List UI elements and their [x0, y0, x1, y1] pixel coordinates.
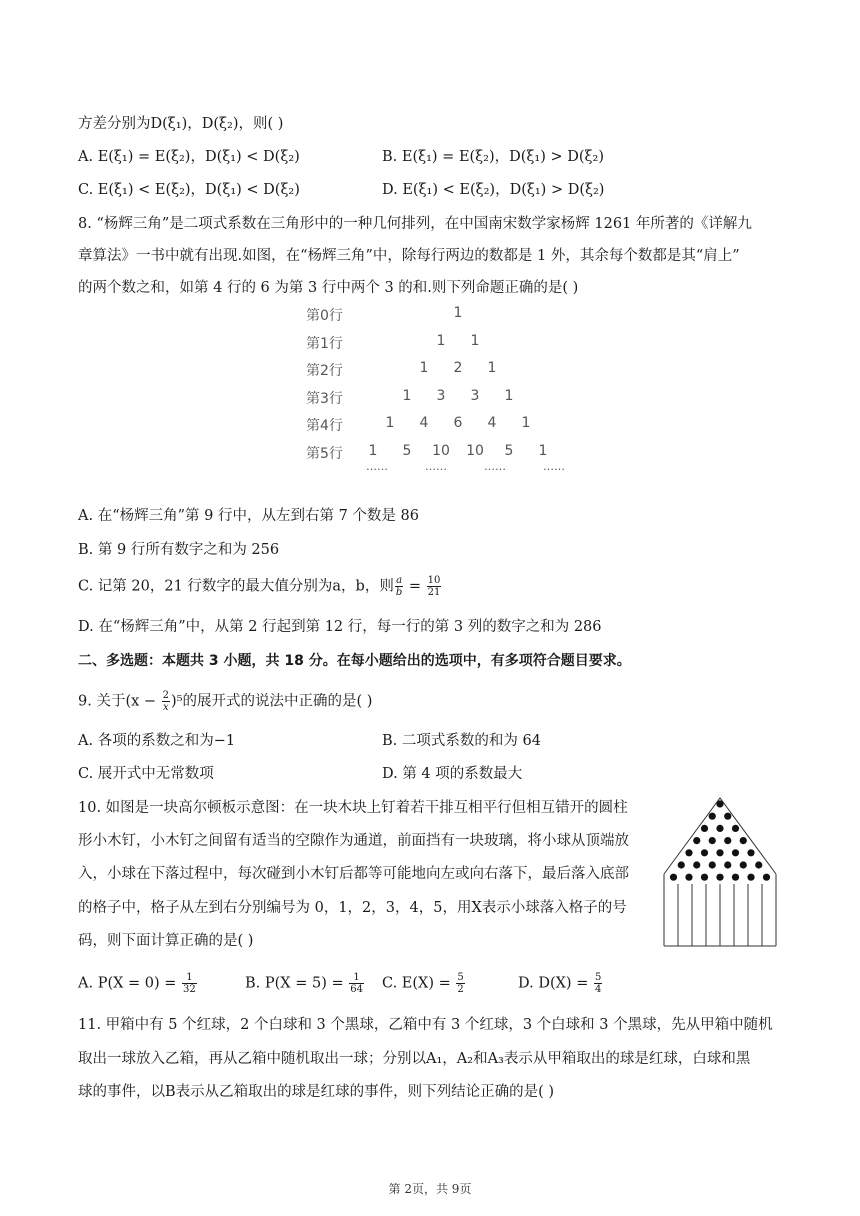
q8-option-a: A. 在“杨辉三角”第 9 行中，从左到右第 7 个数是 86: [78, 508, 419, 524]
galton-peg: [724, 861, 731, 868]
galton-peg: [685, 874, 692, 881]
galton-peg: [747, 849, 754, 856]
q8-fraction-a-over-b: [395, 575, 403, 598]
q10-line-2: 形小木钉，小木钉之间留有适当的空隙作为通道，前面挡有一块玻璃，将小球从顶端放: [78, 833, 629, 849]
q8-line-2: 章算法》一书中就有出现.如图，在“杨辉三角”中，除每行两边的数都是 1 外，其余每个数都是其“肩上”: [78, 248, 740, 264]
q10-option-c: [382, 972, 466, 995]
page-footer: 第 2页，共 9页: [388, 1182, 472, 1196]
yanghui-triangle-figure: [300, 300, 570, 480]
q8-fraction-10-over-21: [427, 575, 442, 598]
triangle-number: 6: [453, 415, 463, 431]
galton-board-figure: [660, 796, 784, 948]
galton-peg: [670, 874, 677, 881]
q11-line-3: 球的事件，以B表示从乙箱取出的球是红球的事件，则下列结论正确的是( ): [78, 1084, 555, 1100]
triangle-number: 10: [466, 442, 484, 459]
triangle-number: 1: [521, 415, 531, 431]
triangle-number: 1: [504, 387, 514, 404]
q9-option-c: C. 展开式中无常数项: [78, 766, 214, 782]
frac-den: b: [395, 587, 403, 598]
galton-peg: [763, 874, 770, 881]
galton-peg: [732, 825, 739, 832]
q7-option-d: D. E(ξ₁) < E(ξ₂)，D(ξ₁) > D(ξ₂): [382, 182, 605, 198]
frac-num: 1: [349, 972, 364, 984]
triangle-row-label: 第4行: [306, 418, 343, 434]
triangle-row-label: 第2行: [306, 363, 343, 379]
galton-peg: [716, 874, 723, 881]
triangle-number: 1: [402, 387, 412, 404]
galton-peg: [716, 849, 723, 856]
frac-num: 10: [427, 575, 441, 586]
triangle-number: 5: [402, 442, 412, 459]
galton-peg: [747, 874, 754, 881]
q10-option-d-fraction: [594, 972, 602, 995]
q8-line-1: 8. “杨辉三角”是二项式系数在三角形中的一种几何排列，在中国南宋数学家杨辉 1261 年所著的《详解九: [78, 216, 752, 232]
frac-num: 5: [457, 972, 464, 983]
frac-num: 5: [594, 972, 602, 983]
q10-option-b-text: B. P(X = 5) =: [245, 975, 349, 992]
triangle-number: 3: [470, 387, 480, 404]
triangle-ellipsis: ……: [425, 460, 447, 473]
q7-option-b: B. E(ξ₁) = E(ξ₂)，D(ξ₁) > D(ξ₂): [382, 149, 604, 165]
q10-line-1: 10. 如图是一块高尔顿板示意图：在一块木块上钉着若干排互相平行但相互错开的圆柱: [78, 800, 628, 816]
triangle-number: 3: [436, 387, 446, 404]
q9-option-a: A. 各项的系数之和为−1: [78, 733, 236, 749]
q10-option-a-text: A. P(X = 0) =: [78, 975, 182, 992]
galton-peg: [693, 837, 700, 844]
frac-den: 2: [457, 984, 464, 995]
section-2-heading: 二、多选题：本题共 3 小题，共 18 分。在每小题给出的选项中，有多项符合题目要求。: [78, 653, 631, 669]
q9-stem: [78, 690, 372, 713]
galton-peg: [693, 861, 700, 868]
galton-peg: [724, 813, 731, 820]
galton-peg: [724, 837, 731, 844]
q10-option-b-fraction: [349, 972, 364, 995]
galton-peg: [755, 861, 762, 868]
triangle-number: 4: [419, 415, 429, 431]
galton-peg: [732, 874, 739, 881]
galton-peg: [701, 849, 708, 856]
triangle-number: 1: [385, 415, 395, 431]
frac-num: 2: [162, 690, 170, 701]
q10-option-d: [518, 972, 603, 995]
q9-option-b: B. 二项式系数的和为 64: [382, 733, 541, 749]
frac-num: 1: [182, 972, 197, 984]
q8-option-c-text: C. 记第 20，21 行数字的最大值分别为a，b，则: [78, 578, 394, 595]
frac-num: a: [396, 575, 403, 586]
equals-sign: =: [404, 578, 426, 595]
galton-peg: [709, 837, 716, 844]
q9-fraction-2-over-x: [162, 690, 170, 713]
q8-line-3: 的两个数之和，如第 4 行的 6 为第 3 行中两个 3 的和.则下列命题正确的是( ): [78, 280, 579, 296]
q11-line-1: 11. 甲箱中有 5 个红球，2 个白球和 3 个黑球，乙箱中有 3 个红球，3 个白球和 3 个黑球，先从甲箱中随机: [78, 1017, 773, 1033]
q10-line-4: 的格子中，格子从左到右分别编号为 0，1，2，3，4，5，用X表示小球落入格子的号: [78, 900, 627, 916]
q10-option-b: [245, 972, 365, 995]
q7-option-c: C. E(ξ₁) < E(ξ₂)，D(ξ₁) < D(ξ₂): [78, 182, 300, 198]
q9-option-d: D. 第 4 项的系数最大: [382, 766, 523, 782]
triangle-ellipsis: ……: [484, 460, 506, 473]
triangle-number: 5: [504, 442, 514, 459]
q11-line-2: 取出一球放入乙箱，再从乙箱中随机取出一球；分别以A₁，A₂和A₃表示从甲箱取出的球是红球，白球和黑: [78, 1051, 751, 1067]
triangle-number: 10: [432, 442, 450, 459]
galton-peg: [678, 861, 685, 868]
triangle-ellipsis: ……: [543, 460, 565, 473]
triangle-number: 1: [436, 332, 446, 349]
galton-peg: [701, 825, 708, 832]
triangle-number: 1: [419, 360, 429, 376]
q9-stem-post: )⁵的展开式的说法中正确的是( ): [171, 693, 373, 710]
frac-den: 21: [427, 587, 441, 598]
q8-option-b: B. 第 9 行所有数字之和为 256: [78, 542, 280, 558]
frac-den: x: [163, 702, 169, 713]
triangle-ellipsis: ……: [366, 460, 388, 473]
q10-option-c-fraction: [456, 972, 464, 995]
q9-stem-pre: 9. 关于(x −: [78, 693, 161, 710]
galton-peg: [732, 849, 739, 856]
triangle-number: 1: [368, 442, 378, 459]
galton-peg: [709, 813, 716, 820]
triangle-number: 1: [538, 442, 548, 459]
q10-option-a: [78, 972, 198, 995]
triangle-row-label: 第3行: [306, 390, 343, 407]
triangle-row-label: 第5行: [306, 445, 343, 462]
frac-den: 64: [350, 984, 363, 995]
q10-option-c-text: C. E(X) =: [382, 975, 456, 992]
triangle-number: 2: [453, 360, 463, 376]
q7-stem: 方差分别为D(ξ₁)，D(ξ₂)，则( ): [78, 116, 284, 132]
q10-option-d-text: D. D(X) =: [518, 975, 593, 992]
triangle-number: 1: [487, 360, 497, 376]
triangle-number: 4: [487, 415, 497, 431]
q10-line-5: 码，则下面计算正确的是( ): [78, 933, 254, 949]
galton-peg: [701, 874, 708, 881]
galton-peg: [716, 825, 723, 832]
q7-option-a: A. E(ξ₁) = E(ξ₂)，D(ξ₁) < D(ξ₂): [78, 149, 300, 165]
triangle-number: 1: [453, 305, 463, 321]
q10-option-a-fraction: [182, 972, 197, 995]
galton-peg: [740, 861, 747, 868]
galton-peg: [685, 849, 692, 856]
galton-peg: [709, 861, 716, 868]
triangle-row-label: 第1行: [306, 335, 343, 352]
triangle-row-label: 第0行: [306, 308, 343, 324]
frac-den: 32: [183, 984, 196, 995]
q8-option-c: [78, 575, 442, 598]
frac-den: 4: [594, 984, 602, 995]
q10-line-3: 入，小球在下落过程中，每次碰到小木钉后都等可能地向左或向右落下，最后落入底部: [78, 866, 629, 882]
galton-peg: [716, 800, 723, 807]
q8-option-d: D. 在“杨辉三角”中，从第 2 行起到第 12 行，每一行的第 3 列的数字之和为 286: [78, 619, 602, 635]
galton-peg: [740, 837, 747, 844]
triangle-number: 1: [470, 332, 480, 349]
